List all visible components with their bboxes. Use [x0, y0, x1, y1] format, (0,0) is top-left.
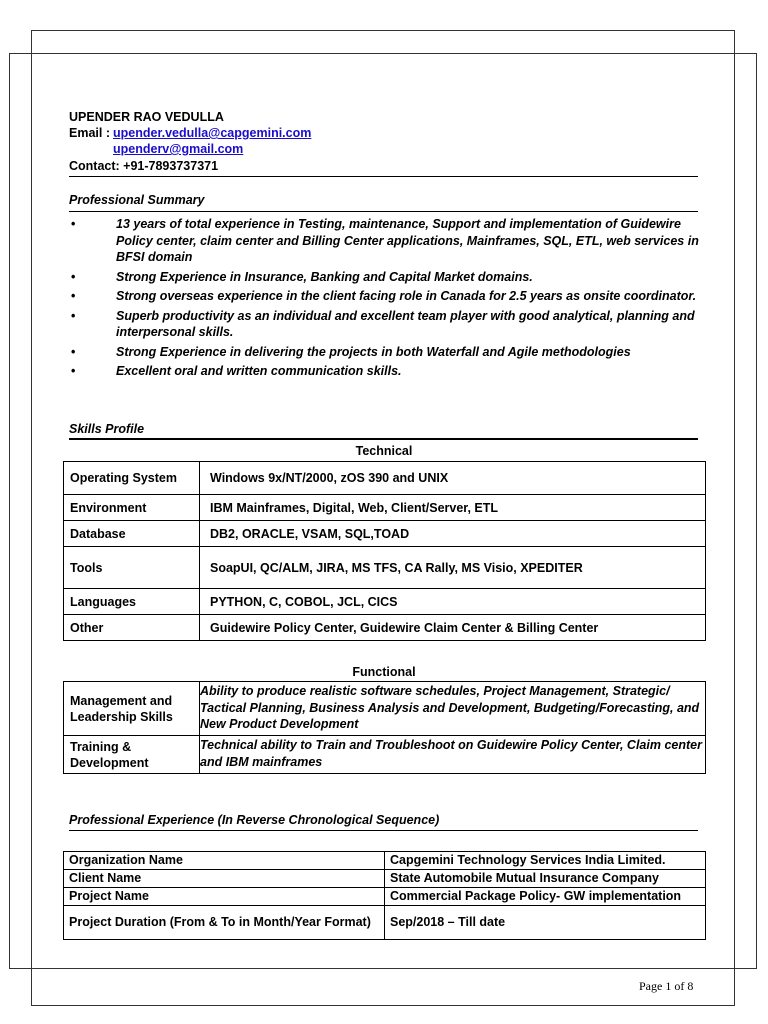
email-secondary-link[interactable]: upenderv@gmail.com [113, 142, 244, 156]
table-row [64, 870, 706, 888]
skills-title: Skills Profile [69, 422, 145, 436]
candidate-name: UPENDER RAO VEDULLA [69, 110, 224, 124]
bullet-icon: • [71, 269, 76, 284]
skill-key: Languages [64, 589, 200, 615]
skill-value: Ability to produce realistic software schedules, Project Management, Strategic/ Tactical Planning, Business Analysis and Development, Budgeting/Forecasting, and New Product Development [200, 682, 706, 736]
bullet-icon: • [71, 289, 76, 303]
table-row [64, 495, 706, 521]
experience-key: Project Duration (From & To in Month/Year Format) [64, 906, 385, 940]
experience-table [63, 851, 706, 940]
technical-label: Technical [355, 444, 413, 458]
summary-list [69, 216, 701, 383]
experience-value: Capgemini Technology Services India Limited. [385, 852, 706, 870]
functional-skills-table [63, 681, 706, 774]
summary-item: • Strong Experience in Insurance, Banking and Capital Market domains. [71, 269, 533, 284]
header-divider [69, 176, 698, 177]
table-row [64, 547, 706, 589]
contact-number: Contact: +91-7893737371 [69, 159, 219, 173]
experience-value: Commercial Package Policy- GW implementation [385, 888, 706, 906]
table-row [64, 736, 706, 774]
table-row [64, 615, 706, 641]
experience-value: State Automobile Mutual Insurance Company [385, 870, 706, 888]
experience-value: Sep/2018 – Till date [385, 906, 706, 940]
experience-divider [69, 830, 698, 831]
table-row [64, 852, 706, 870]
bullet-icon: • [71, 308, 76, 323]
summary-divider [69, 211, 698, 212]
summary-item: • Strong overseas experience in the client facing role in Canada for 2.5 years as onsite coordinator. [71, 289, 697, 303]
table-row [64, 888, 706, 906]
skill-value: PYTHON, C, COBOL, JCL, CICS [200, 589, 706, 615]
summary-title: Professional Summary [69, 193, 205, 207]
summary-item: • Superb productivity as an individual and excellent team player with good analytical, planning and interpersonal skills. [71, 308, 695, 339]
skill-key: Database [64, 521, 200, 547]
skill-value: Technical ability to Train and Troubleshoot on Guidewire Policy Center, Claim center and IBM mainframes [200, 736, 706, 774]
skill-value: Guidewire Policy Center, Guidewire Claim Center & Billing Center [200, 615, 706, 641]
email-label: Email : [69, 126, 110, 140]
bullet-icon: • [71, 217, 76, 231]
summary-item: • Excellent oral and written communication skills. [71, 364, 402, 378]
bullet-icon: • [71, 344, 76, 359]
skill-key: Management and Leadership Skills [64, 682, 200, 736]
table-row [64, 589, 706, 615]
skills-divider [69, 438, 698, 440]
bullet-icon: • [71, 364, 76, 378]
page-number: Page 1 of 8 [639, 979, 694, 993]
technical-skills-table [63, 461, 706, 641]
skill-value: SoapUI, QC/ALM, JIRA, MS TFS, CA Rally, MS Visio, XPEDITER [200, 547, 706, 589]
skill-value: Windows 9x/NT/2000, zOS 390 and UNIX [200, 462, 706, 495]
skill-key: Environment [64, 495, 200, 521]
skill-key: Training & Development [64, 736, 200, 774]
experience-title: Professional Experience (In Reverse Chronological Sequence) [69, 813, 440, 827]
experience-key: Organization Name [64, 852, 385, 870]
skill-key: Operating System [64, 462, 200, 495]
functional-label: Functional [352, 665, 416, 679]
skill-value: IBM Mainframes, Digital, Web, Client/Server, ETL [200, 495, 706, 521]
skill-value: DB2, ORACLE, VSAM, SQL,TOAD [200, 521, 706, 547]
summary-item: • 13 years of total experience in Testing, maintenance, Support and implementation of Guidewire Policy center, claim center and Billing Center applications, Mainframes, SQL, ETL, web services in BFSI domain [71, 217, 699, 264]
table-row [64, 462, 706, 495]
table-row [64, 521, 706, 547]
table-row [64, 906, 706, 940]
skill-key: Other [64, 615, 200, 641]
experience-key: Client Name [64, 870, 385, 888]
email-primary-link[interactable]: upender.vedulla@capgemini.com [113, 126, 312, 140]
table-row [64, 682, 706, 736]
skill-key: Tools [64, 547, 200, 589]
summary-item: • Strong Experience in delivering the projects in both Waterfall and Agile methodologies [71, 344, 631, 359]
experience-key: Project Name [64, 888, 385, 906]
